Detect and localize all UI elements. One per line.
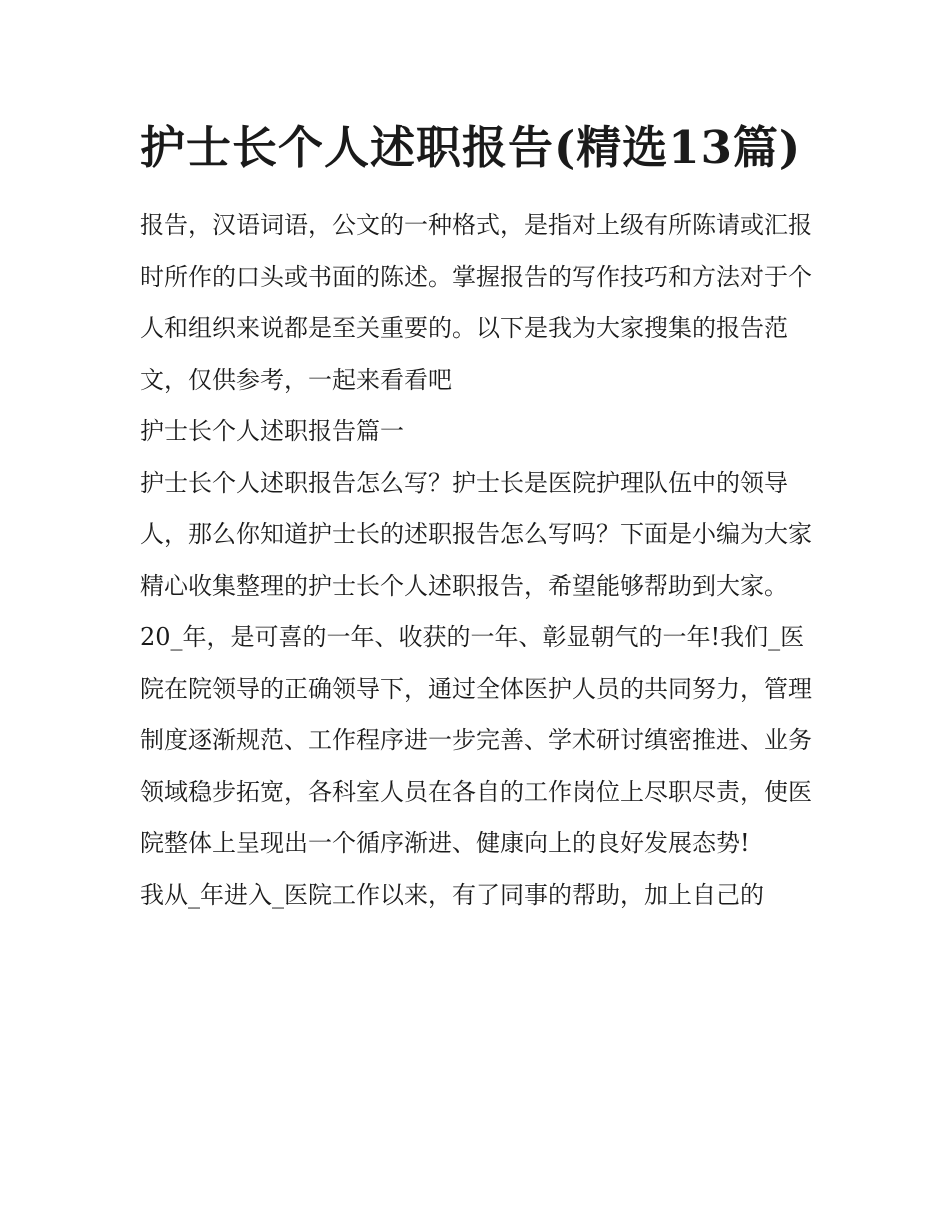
intro-paragraph: 报告，汉语词语，公文的一种格式，是指对上级有所陈请或汇报时所作的口头或书面的陈述。掌握报告的写作技巧和方法对于个人和组织来说都是至关重要的。以下是我为大家搜集的报告范文，仅供参考，一起来看看吧 [140,211,812,394]
body-paragraph: 我从_年进入_医院工作以来，有了同事的帮助，加上自己的 [140,880,764,909]
body-paragraph: 20_年，是可喜的一年、收获的一年、彰显朝气的一年!我们_医院在院领导的正确领导下，通过全体医护人员的共同努力，管理制度逐渐规范、工作程序进一步完善、学术研讨缜密推进、业务领域稳步拓宽，各科室人员在各自的工作岗位上尽职尽责，使医院整体上呈现出一个循序渐进、健康向上的良好发展态势! [140,623,812,857]
section-heading: 护士长个人述职报告篇一 [140,417,404,445]
document-title: 护士长个人述职报告(精选13篇) [140,121,802,174]
body-paragraph: 护士长个人述职报告怎么写？护士长是医院护理队伍中的领导人，那么你知道护士长的述职报告怎么写吗？下面是小编为大家精心收集整理的护士长个人述职报告，希望能够帮助到大家。 [140,468,812,600]
document-page [140,108,812,921]
